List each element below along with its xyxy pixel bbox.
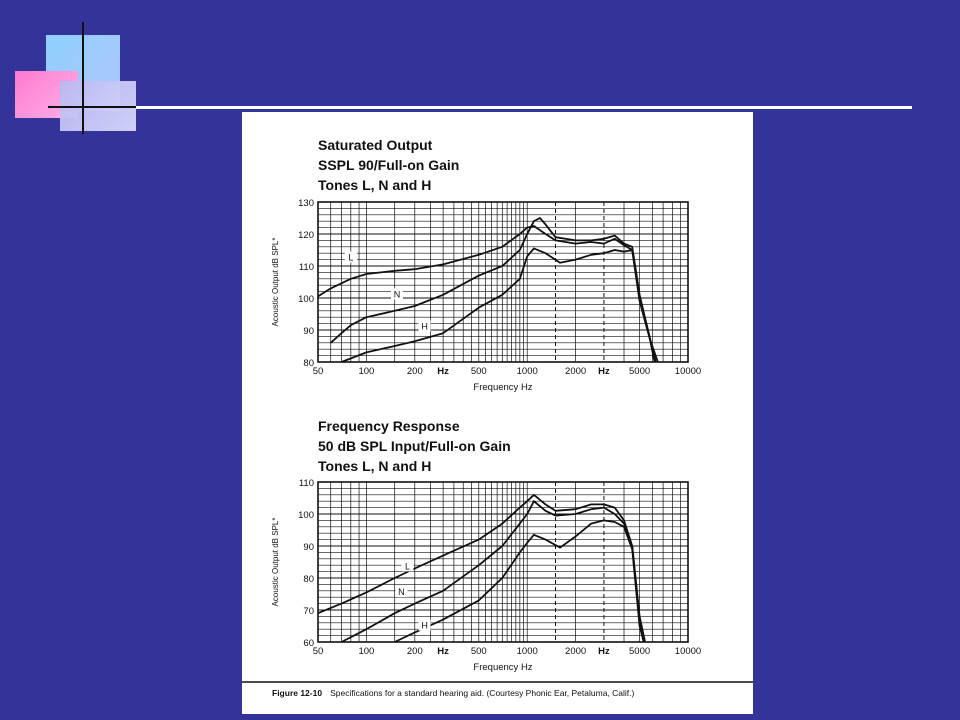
series-label-l: L bbox=[404, 561, 410, 572]
chart-saturated-output bbox=[271, 137, 701, 393]
x-tick-label: 10000 bbox=[674, 646, 702, 657]
series-line-h bbox=[395, 520, 644, 642]
x-tick-label: Hz bbox=[437, 646, 449, 657]
caption-text: Specifications for a standard hearing aid. (Courtesy Phonic Ear, Petaluma, Calif.) bbox=[330, 688, 635, 698]
y-tick-label: 90 bbox=[303, 542, 314, 553]
series-label-h: H bbox=[421, 620, 428, 631]
x-tick-label: 1000 bbox=[516, 366, 538, 377]
x-axis-label: Frequency Hz bbox=[473, 382, 533, 393]
chart-subtitle-tones: Tones L, N and H bbox=[318, 177, 432, 193]
y-tick-label: 80 bbox=[303, 574, 314, 585]
x-tick-label: 50 bbox=[312, 366, 324, 377]
y-tick-label: 130 bbox=[298, 198, 314, 209]
y-axis-label: Acoustic Output dB SPL* bbox=[271, 517, 280, 607]
series-label-n: N bbox=[398, 587, 405, 597]
x-tick-label: 2000 bbox=[565, 366, 587, 377]
decor-crossbar-line bbox=[48, 106, 138, 108]
y-tick-label: 100 bbox=[298, 294, 314, 305]
decor-vertical-line bbox=[82, 22, 84, 134]
x-tick-label: 5000 bbox=[629, 366, 651, 377]
x-tick-label: 1000 bbox=[516, 646, 538, 657]
y-tick-label: 80 bbox=[303, 358, 314, 369]
chart-title: Saturated Output bbox=[318, 137, 433, 153]
x-tick-label: Hz bbox=[598, 366, 610, 377]
figure-caption bbox=[272, 688, 635, 698]
x-tick-label: 50 bbox=[312, 646, 324, 657]
x-tick-label: 10000 bbox=[674, 366, 702, 377]
plot-frame bbox=[318, 482, 688, 642]
y-tick-label: 110 bbox=[298, 478, 314, 489]
y-tick-label: 70 bbox=[303, 606, 314, 617]
y-tick-label: 120 bbox=[298, 230, 314, 241]
figure-panel bbox=[242, 112, 753, 714]
x-tick-label: Hz bbox=[437, 366, 449, 377]
chart-subtitle: SSPL 90/Full-on Gain bbox=[318, 157, 460, 173]
y-axis-label: Acoustic Output dB SPL* bbox=[271, 237, 280, 327]
y-tick-label: 110 bbox=[298, 262, 314, 273]
decor-title-rule bbox=[136, 106, 912, 109]
x-tick-label: 2000 bbox=[565, 646, 587, 657]
chart-subtitle: 50 dB SPL Input/Full-on Gain bbox=[318, 438, 511, 454]
series-line-n bbox=[331, 218, 656, 362]
caption-label: Figure 12-10 bbox=[272, 688, 323, 698]
chart-frequency-response bbox=[271, 418, 701, 673]
x-tick-label: 500 bbox=[470, 366, 487, 377]
x-tick-label: Hz bbox=[598, 646, 610, 657]
x-tick-label: 200 bbox=[406, 366, 423, 377]
chart-subtitle-tones: Tones L, N and H bbox=[318, 458, 432, 474]
series-label-n: N bbox=[393, 289, 401, 300]
x-tick-label: 500 bbox=[470, 646, 487, 657]
x-tick-label: 100 bbox=[358, 366, 375, 377]
x-tick-label: 100 bbox=[358, 646, 375, 657]
y-tick-label: 60 bbox=[303, 638, 314, 649]
series-label-l: L bbox=[348, 252, 354, 263]
figure-svg bbox=[242, 112, 753, 714]
series-line-h bbox=[342, 248, 658, 362]
series-line-l bbox=[318, 495, 645, 642]
series-label-h: H bbox=[421, 321, 428, 332]
chart-title: Frequency Response bbox=[318, 418, 460, 434]
x-tick-label: 200 bbox=[406, 646, 423, 657]
y-tick-label: 90 bbox=[303, 326, 314, 337]
x-axis-label: Frequency Hz bbox=[473, 662, 533, 673]
y-tick-label: 100 bbox=[298, 510, 314, 521]
plot-frame bbox=[318, 202, 688, 362]
x-tick-label: 5000 bbox=[629, 646, 651, 657]
